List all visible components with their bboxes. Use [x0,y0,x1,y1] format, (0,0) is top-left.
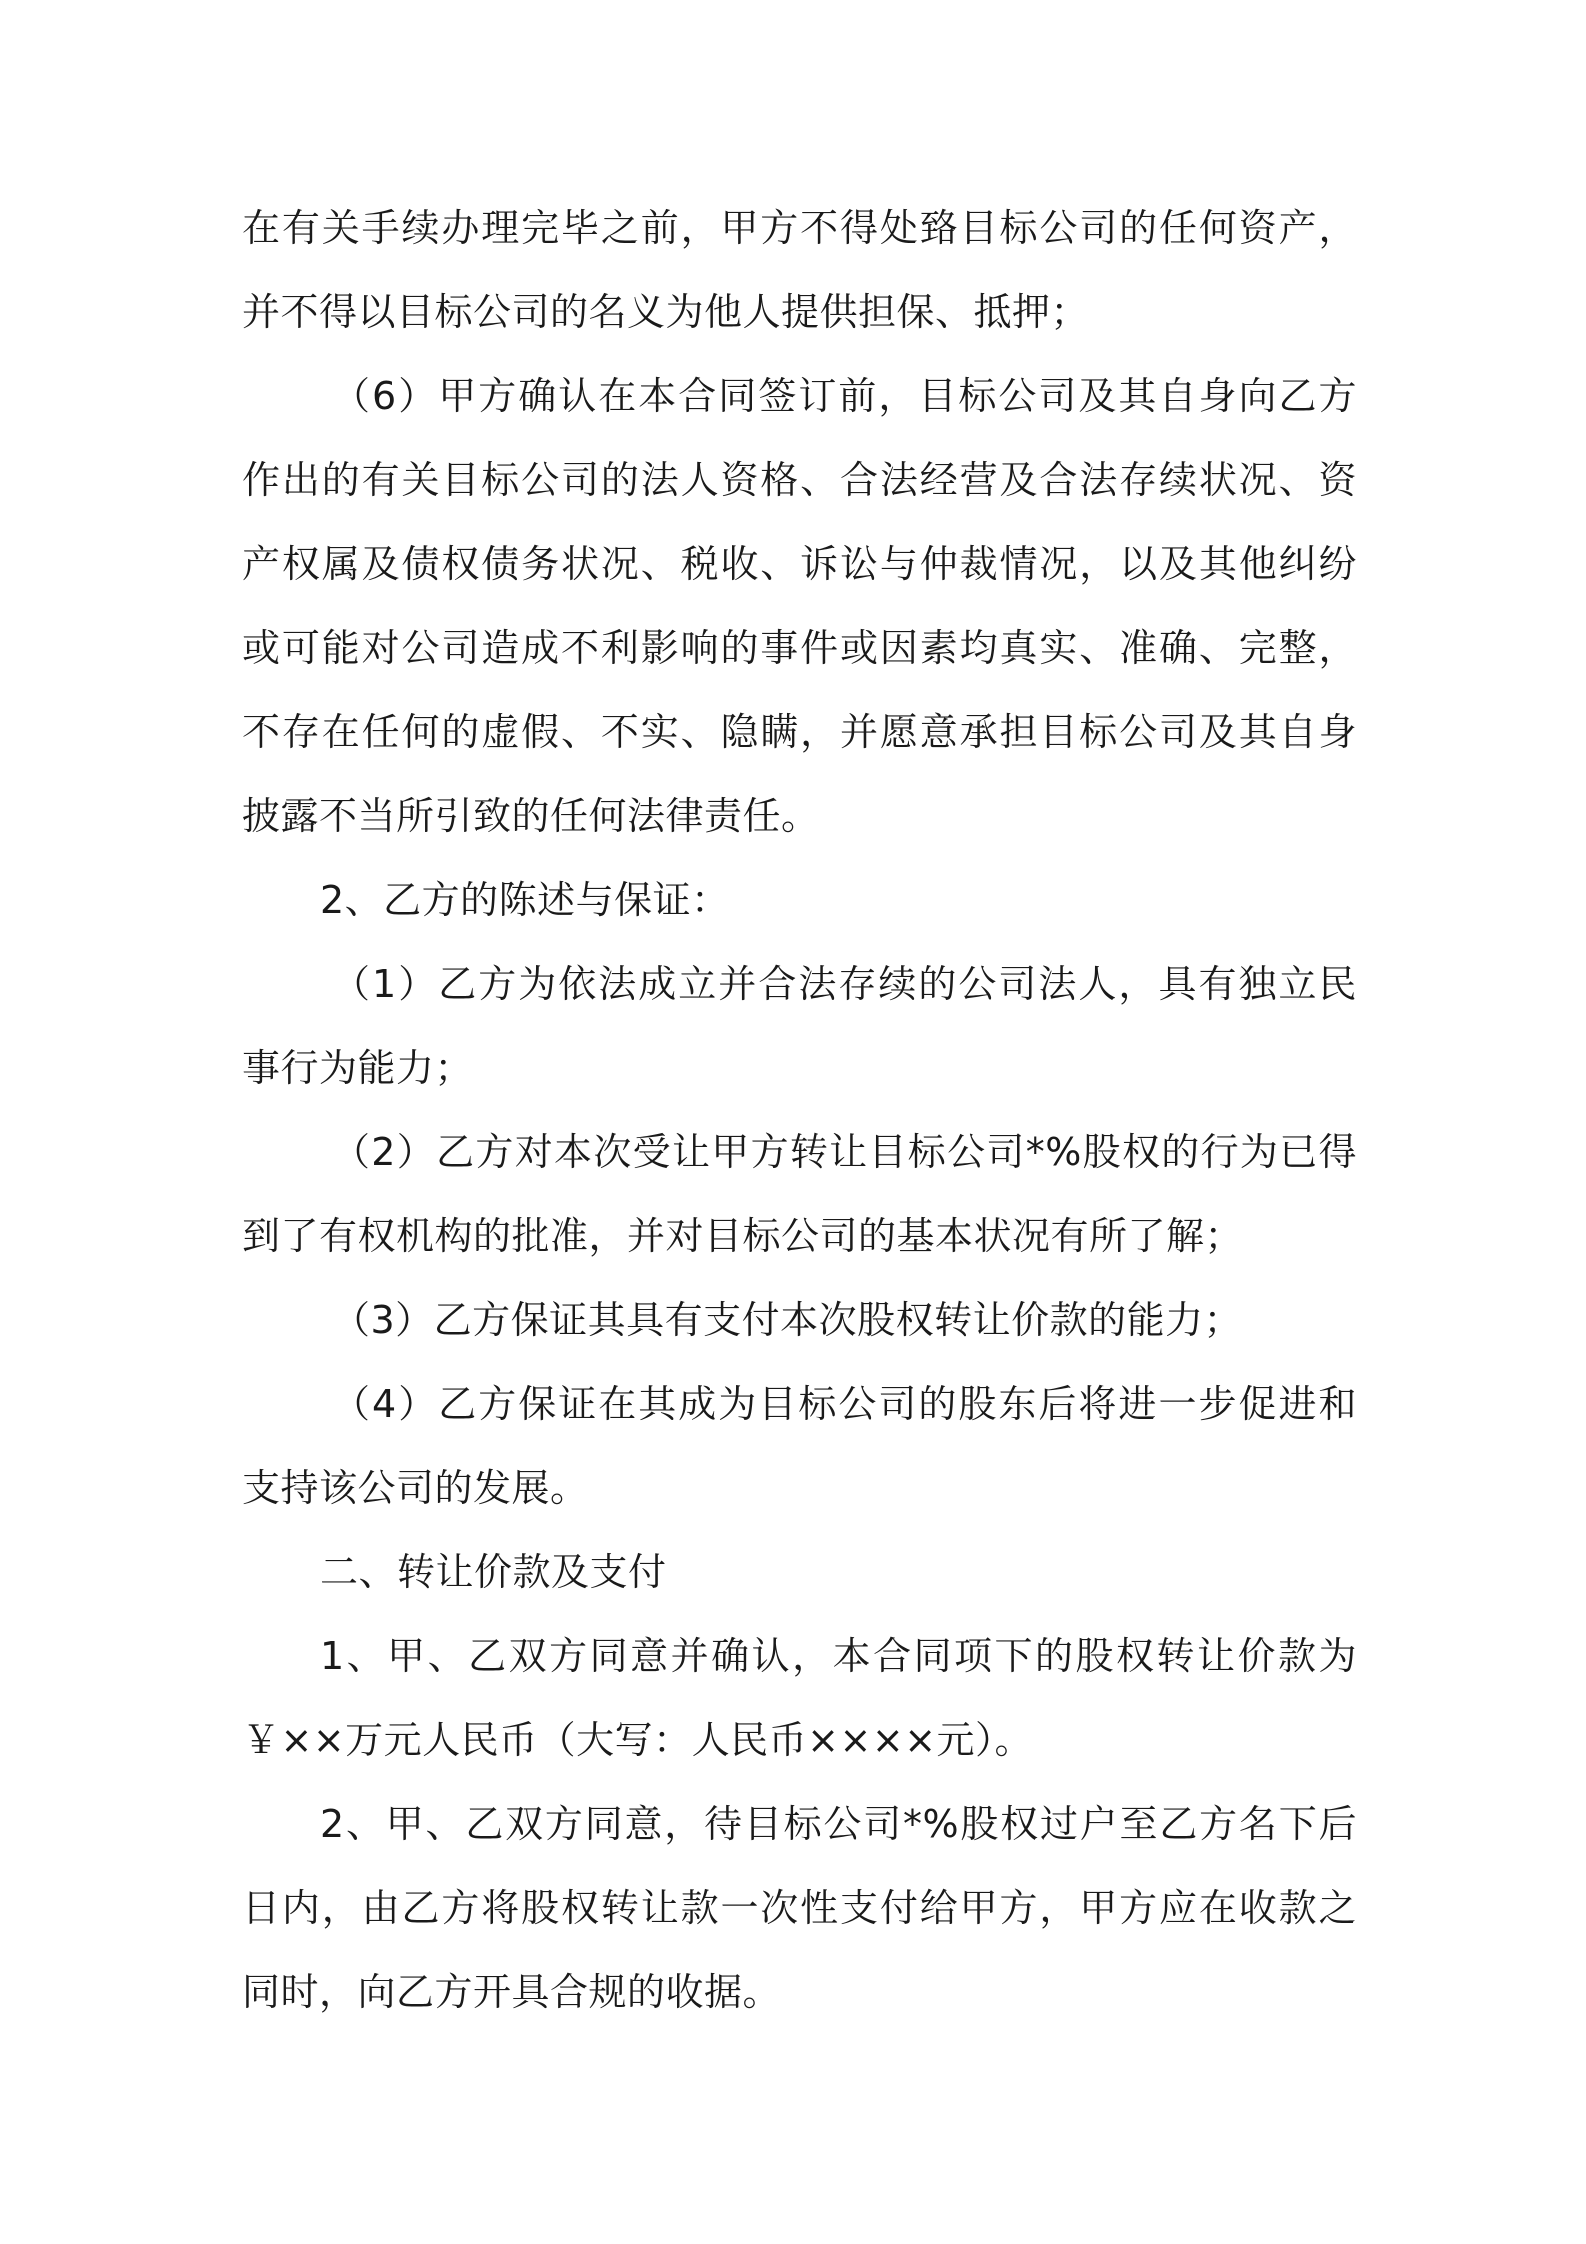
text-line: 日内，由乙方将股权转让款一次性支付给甲方，甲方应在收款之 [242,1886,1357,1930]
text-line: （3）乙方保证其具有支付本次股权转让价款的能力； [332,1298,1243,1342]
text-line: 并不得以目标公司的名义为他人提供担保、抵押； [242,290,1090,334]
text-line: 披露不当所引致的任何法律责任。 [242,794,820,838]
text-line: （1）乙方为依法成立并合法存续的公司法人，具有独立民 [332,962,1357,1006]
text-line: 支持该公司的发展。 [242,1466,589,1510]
text-line: 产权属及债权债务状况、税收、诉讼与仲裁情况，以及其他纠纷 [242,542,1357,586]
text-line: 作出的有关目标公司的法人资格、合法经营及合法存续状况、资 [242,458,1357,502]
text-line: 1、甲、乙双方同意并确认，本合同项下的股权转让价款为 [320,1634,1357,1678]
text-line: 事行为能力； [242,1046,474,1090]
text-line: （6）甲方确认在本合同签订前，目标公司及其自身向乙方 [332,374,1357,418]
text-line: 同时，向乙方开具合规的收据。 [242,1970,782,2014]
text-line: （2）乙方对本次受让甲方转让目标公司*%股权的行为已得 [332,1130,1357,1174]
text-line: （4）乙方保证在其成为目标公司的股东后将进一步促进和 [332,1382,1357,1426]
text-line: 到了有权机构的批准，并对目标公司的基本状况有所了解； [242,1214,1244,1258]
text-line: 不存在任何的虚假、不实、隐瞒，并愿意承担目标公司及其自身 [242,710,1357,754]
text-line: ￥××万元人民币（大写：人民币××××元）。 [242,1718,1034,1762]
text-line: 或可能对公司造成不利影响的事件或因素均真实、准确、完整， [242,626,1357,670]
section-heading: 2、乙方的陈述与保证： [320,878,730,922]
text-line: 在有关手续办理完毕之前，甲方不得处臵目标公司的任何资产， [242,206,1357,250]
section-heading: 二、转让价款及支付 [320,1550,667,1594]
text-line: 2、甲、乙双方同意，待目标公司*%股权过户至乙方名下后 [320,1802,1357,1846]
